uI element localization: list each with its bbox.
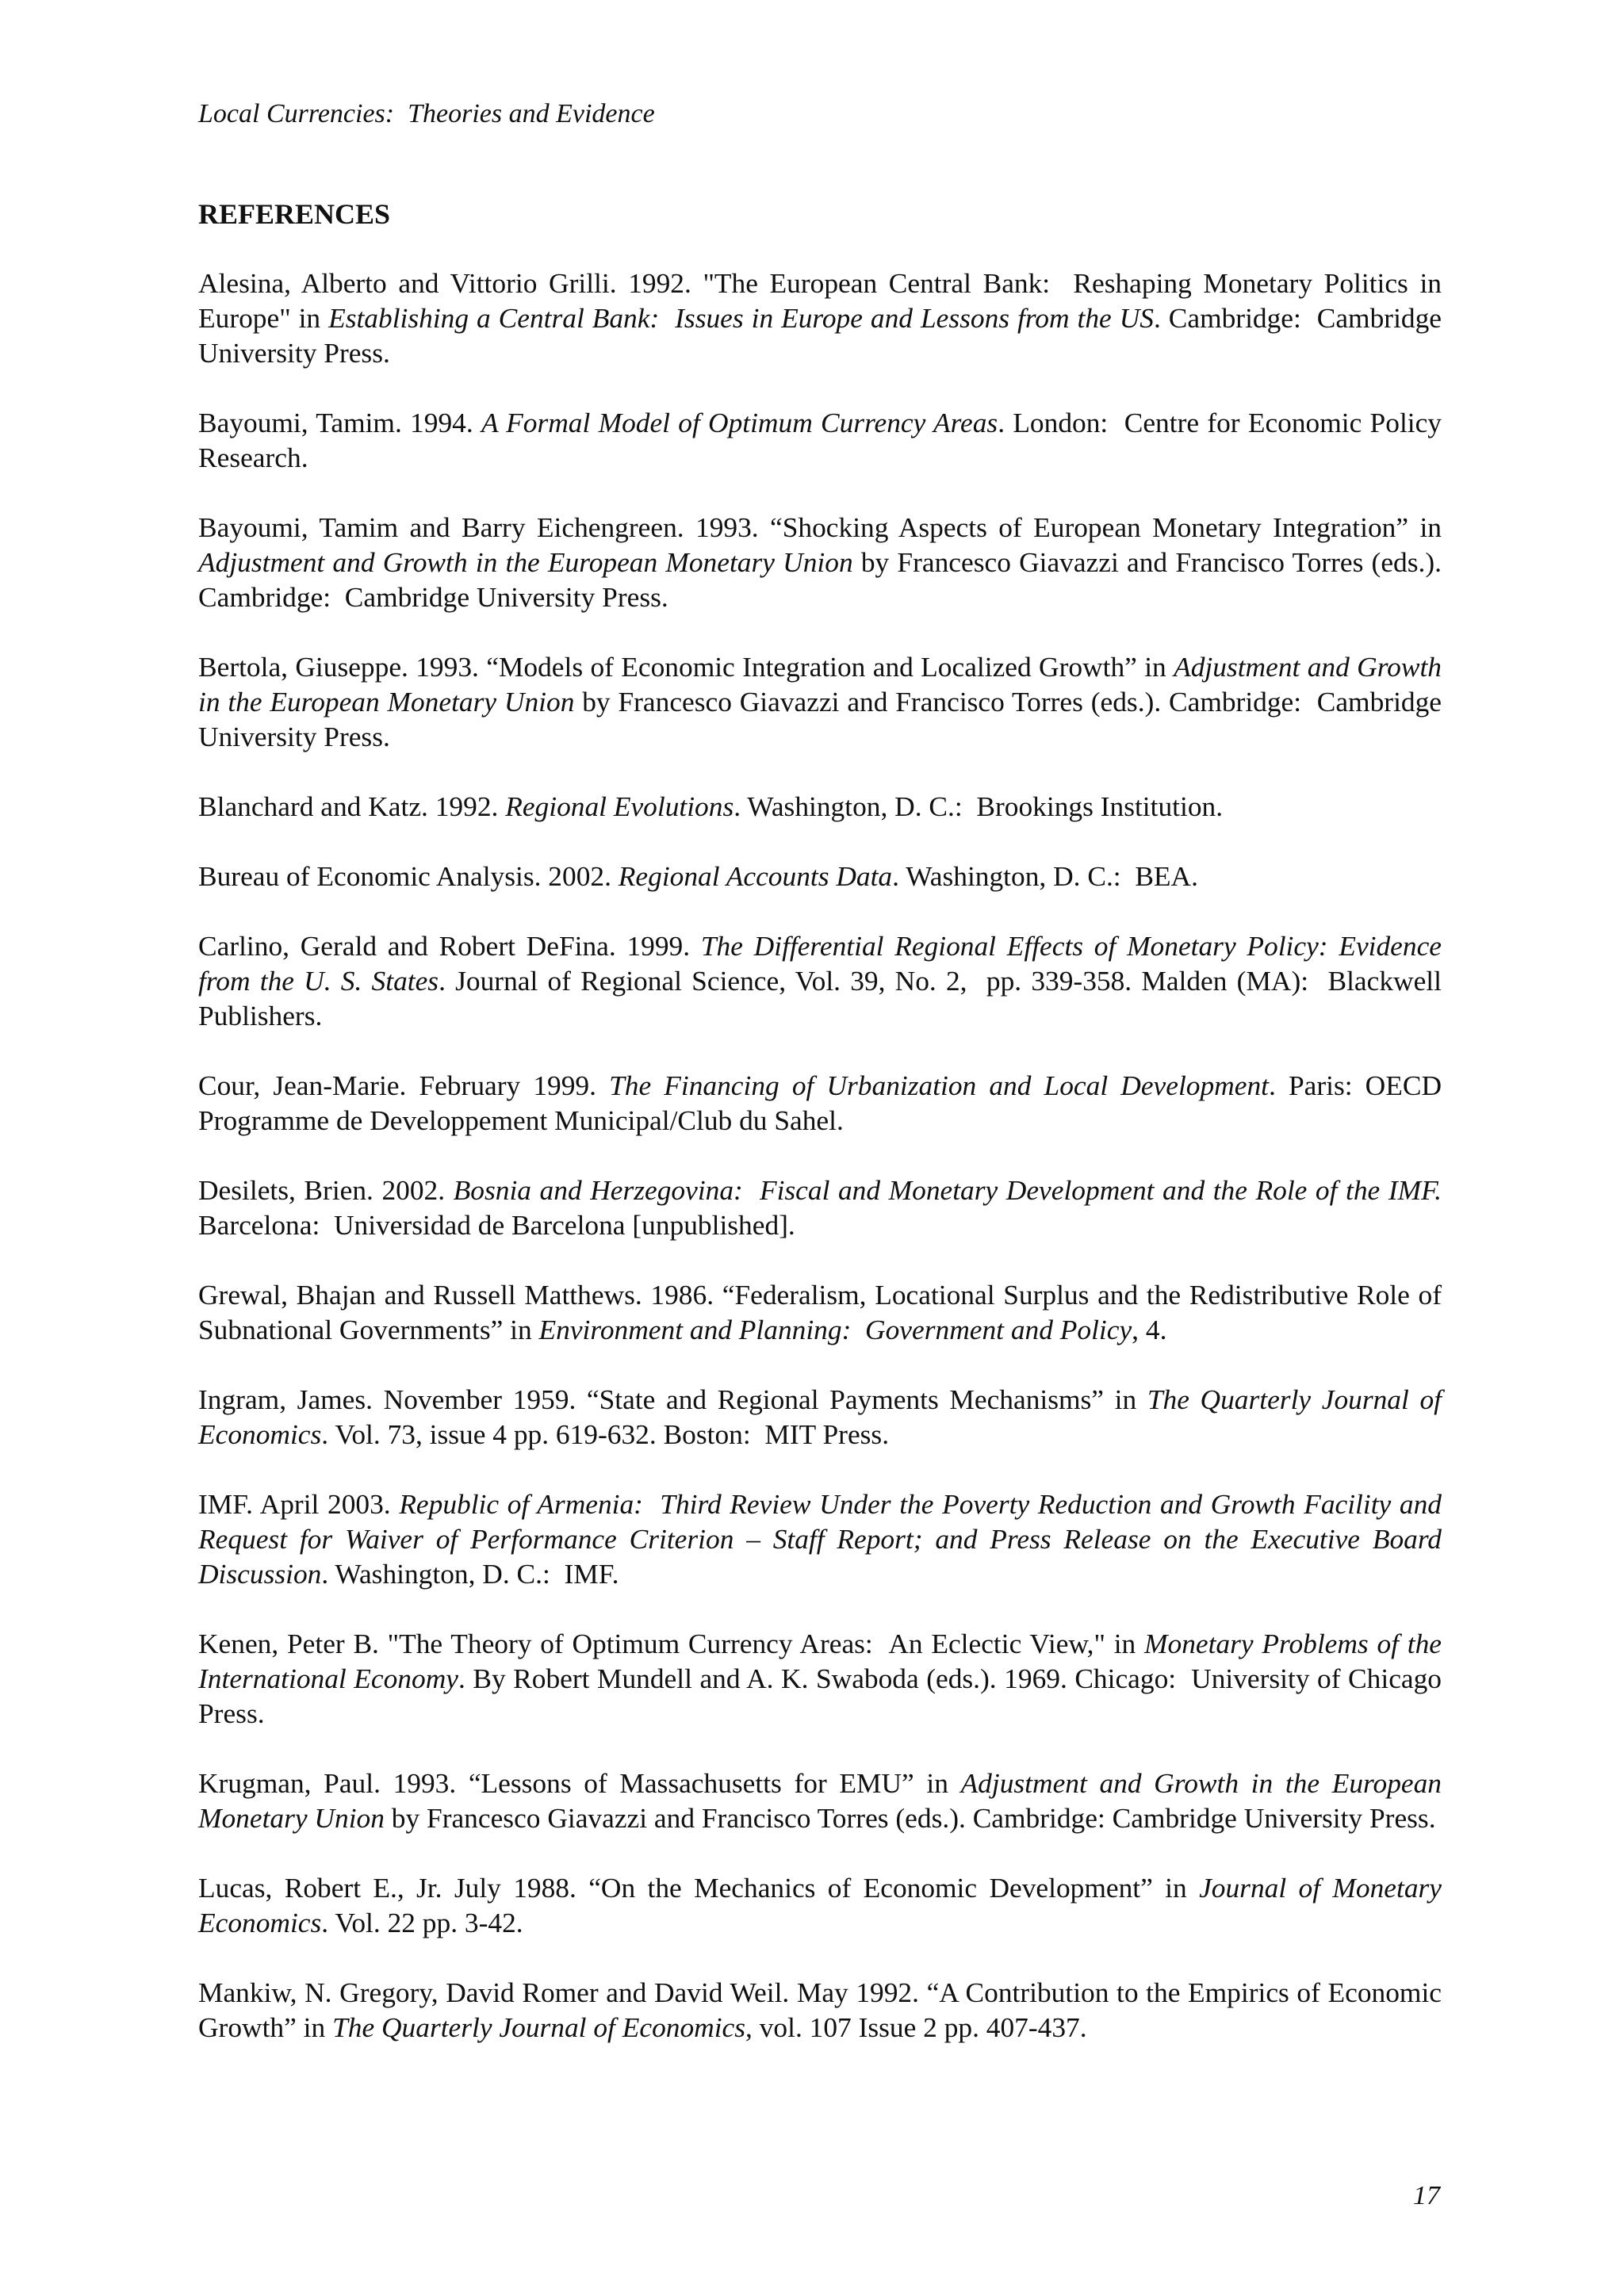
reference-text: Blanchard and Katz. 1992.	[198, 790, 506, 822]
reference-text: IMF. April 2003.	[198, 1488, 400, 1520]
reference-entry	[198, 1626, 1449, 1731]
reference-list	[198, 266, 1449, 2080]
reference-text: Carlino, Gerald and Robert DeFina. 1999.	[198, 930, 701, 962]
reference-title-text: Establishing a Central Bank: Issues in Europe and Lessons from the US	[328, 302, 1154, 334]
reference-entry	[198, 1173, 1449, 1242]
reference-title-text: Regional Evolutions	[505, 790, 734, 822]
reference-text: Grewal, Bhajan and Russell Matthews. 1986. “Federalism, Locational Surplus and the Redistributive Role of Subnational Governments” in	[198, 1279, 1449, 1345]
reference-entry	[198, 266, 1449, 370]
reference-entry	[198, 1382, 1449, 1452]
reference-entry	[198, 405, 1449, 475]
reference-title-text: The Quarterly Journal of Economics	[332, 2011, 746, 2043]
reference-title-text: Republic of Armenia: Third Review Under the Poverty Reduction and Growth Facility and Request for Waiver of Performance Criterion – Staff Report; and Press Release on the Executive Board Discussion	[198, 1488, 1449, 1590]
reference-text: Bayoumi, Tamim. 1994.	[198, 407, 481, 438]
reference-entry	[198, 1068, 1449, 1138]
reference-text: . London: Centre for Economic Policy Research.	[198, 407, 1449, 473]
reference-text: Kenen, Peter B. "The Theory of Optimum Currency Areas: An Eclectic View," in	[198, 1628, 1145, 1659]
reference-title-text: Adjustment and Growth in the European Monetary Union	[198, 1767, 1449, 1834]
reference-title-text: A Formal Model of Optimum Currency Areas	[481, 407, 998, 438]
reference-entry	[198, 1766, 1449, 1835]
reference-entry	[198, 1870, 1449, 1940]
reference-title-text: Adjustment and Growth in the European Monetary Union	[198, 651, 1449, 718]
reference-title-text: The Quarterly Journal of Economics	[198, 1383, 1449, 1450]
reference-text: Bertola, Giuseppe. 1993. “Models of Economic Integration and Localized Growth” in	[198, 651, 1174, 683]
reference-text: by Francesco Giavazzi and Francisco Torres (eds.). Cambridge: Cambridge University Press.	[384, 1802, 1436, 1834]
reference-title-text: The Financing of Urbanization and Local Development	[609, 1070, 1269, 1101]
reference-text: . Washington, D. C.: Brookings Institution.	[733, 790, 1224, 822]
reference-text: Bureau of Economic Analysis. 2002.	[198, 860, 619, 892]
reference-title-text: Monetary Problems of the International Economy	[198, 1628, 1449, 1694]
section-title: REFERENCES	[198, 198, 391, 230]
reference-text: . Vol. 22 pp. 3-42.	[321, 1907, 523, 1938]
reference-text: by Francesco Giavazzi and Francisco Torres (eds.). Cambridge: Cambridge University Press.	[198, 686, 1449, 752]
reference-entry	[198, 510, 1449, 614]
reference-entry	[198, 1487, 1449, 1591]
reference-text: Krugman, Paul. 1993. “Lessons of Massachusetts for EMU” in	[198, 1767, 961, 1799]
reference-title-text: Bosnia and Herzegovina: Fiscal and Monetary Development and the Role of the IMF.	[453, 1174, 1442, 1206]
reference-entry	[198, 649, 1449, 754]
reference-text: . Washington, D. C.: IMF.	[321, 1558, 619, 1590]
reference-title-text: Journal of Monetary Economics	[198, 1872, 1449, 1938]
running-header: Local Currencies: Theories and Evidence	[198, 99, 655, 128]
reference-text: Lucas, Robert E., Jr. July 1988. “On the Mechanics of Economic Development” in	[198, 1872, 1200, 1904]
reference-entry	[198, 928, 1449, 1033]
reference-title-text: Environment and Planning: Government and Policy	[538, 1314, 1132, 1345]
reference-text: Mankiw, N. Gregory, David Romer and David Weil. May 1992. “A Contribution to the Empirics of Economic Growth” in	[198, 1976, 1449, 2043]
reference-entry	[198, 859, 1442, 894]
reference-text: Alesina, Alberto and Vittorio Grilli. 1992. "The European Central Bank: Reshaping Monetary Politics in Europe" in	[198, 267, 1449, 334]
reference-text: Bayoumi, Tamim and Barry Eichengreen. 1993. “Shocking Aspects of European Monetary Integration” in	[198, 511, 1449, 543]
reference-text: by Francesco Giavazzi and Francisco Torres (eds.). Cambridge: Cambridge University Press.	[198, 546, 1449, 613]
reference-text: . Vol. 73, issue 4 pp. 619-632. Boston: MIT Press.	[321, 1418, 890, 1450]
reference-text: . By Robert Mundell and A. K. Swaboda (eds.). 1969. Chicago: University of Chicago Press.	[198, 1663, 1449, 1729]
reference-entry	[198, 1975, 1449, 2045]
reference-entry	[198, 1277, 1449, 1347]
reference-text: Barcelona: Universidad de Barcelona [unpublished].	[198, 1174, 1449, 1241]
page-number: 17	[1413, 2181, 1440, 2210]
reference-text: . Paris: OECD Programme de Developpement Municipal/Club du Sahel.	[198, 1070, 1449, 1136]
reference-text: , vol. 107 Issue 2 pp. 407-437.	[745, 2011, 1087, 2043]
reference-title-text: Regional Accounts Data	[618, 860, 893, 892]
reference-text: Cour, Jean-Marie. February 1999.	[198, 1070, 610, 1101]
reference-text: Desilets, Brien. 2002.	[198, 1174, 454, 1206]
reference-text: . Cambridge: Cambridge University Press.	[198, 302, 1449, 369]
reference-text: . Washington, D. C.: BEA.	[892, 860, 1198, 892]
reference-text: , 4.	[1132, 1314, 1167, 1345]
reference-text: . Journal of Regional Science, Vol. 39, No. 2, pp. 339-358. Malden (MA): Blackwell Publishers.	[198, 965, 1449, 1031]
reference-title-text: The Differential Regional Effects of Monetary Policy: Evidence from the U. S. States	[198, 930, 1449, 997]
reference-text: Ingram, James. November 1959. “State and Regional Payments Mechanisms” in	[198, 1383, 1147, 1415]
reference-title-text: Adjustment and Growth in the European Monetary Union	[198, 546, 853, 578]
reference-entry	[198, 789, 1442, 824]
